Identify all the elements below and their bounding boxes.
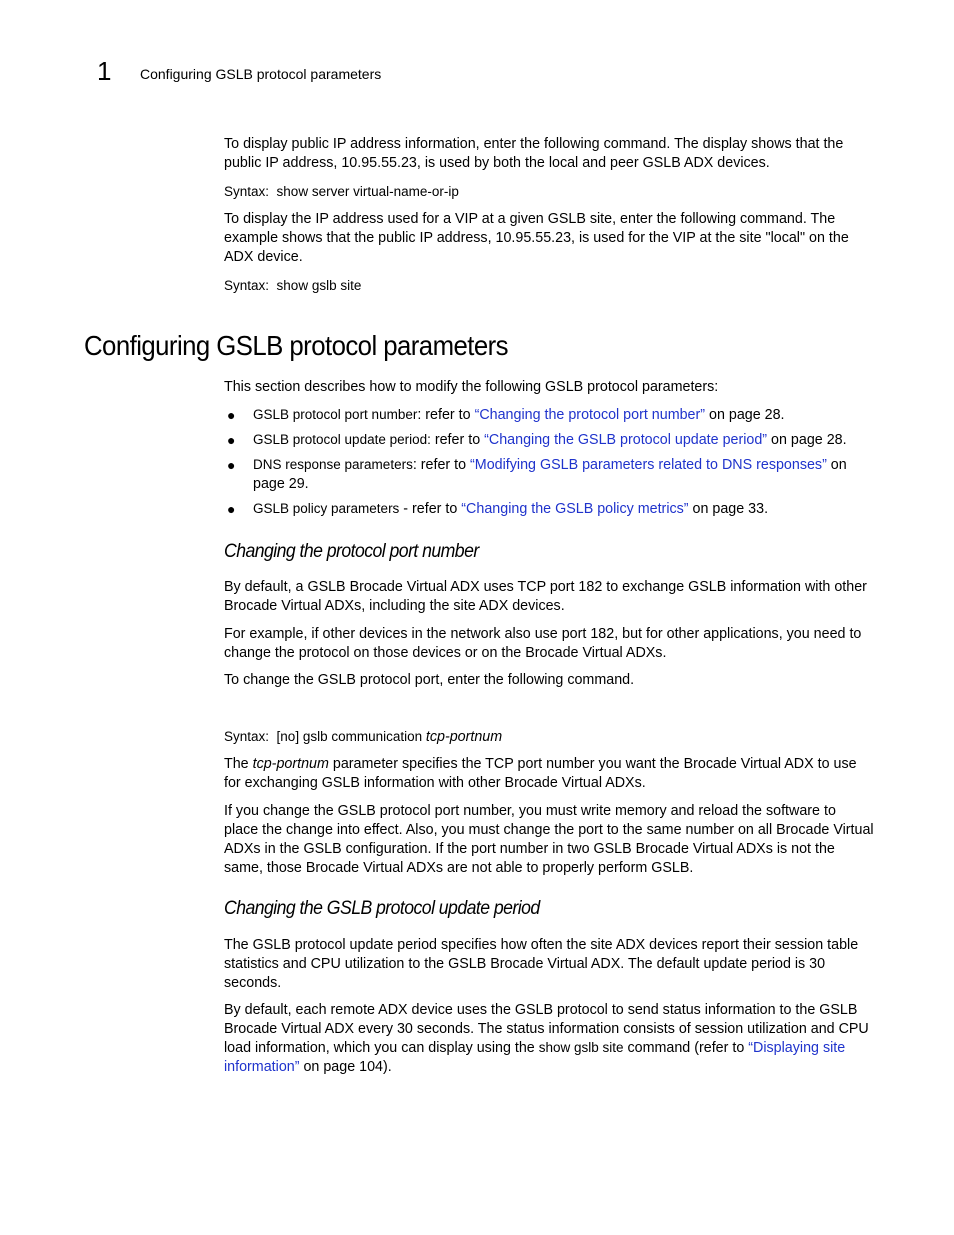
running-header-title: Configuring GSLB protocol parameters [140, 66, 382, 82]
intro-paragraph-1: To display public IP address information, enter the following command. The display shows that the public IP address, 10.95.55.23, is used by both the local and peer GSLB ADX devices. [224, 136, 844, 171]
subheading-update-period: Changing the GSLB protocol update period [224, 898, 540, 919]
bullet-dot-icon: ● [227, 407, 236, 423]
link-displaying-site-information[interactable]: “Displaying site information” [224, 1040, 846, 1075]
syntax-parameter: tcp-portnum [425, 729, 503, 745]
text-span: parameter specifies the TCP port number you want the Brocade Virtual ADX to use for exchanging GSLB information with other Brocade Virtual ADXs. [224, 756, 857, 791]
port-paragraph-3: To change the GSLB protocol port, enter the following command. [224, 672, 635, 688]
bullet-port-number [227, 406, 875, 425]
syntax-command: [no] gslb communication [276, 729, 423, 744]
bullet-tail: on page 33. [688, 501, 769, 517]
syntax-label: Syntax: [224, 184, 270, 199]
command-name: show gslb site [538, 1040, 624, 1055]
chapter-number: 1 [97, 56, 112, 86]
bullet-dot-icon: ● [227, 501, 236, 517]
syntax-command: show server virtual-name-or-ip [276, 184, 459, 199]
link-modifying-dns-parameters[interactable]: “Modifying GSLB parameters related to DNS responses” [470, 457, 827, 473]
port-paragraph-5: If you change the GSLB protocol port number, you must write memory and reload the software to place the change into effect. Also, you must change the port to the same number on all Brocade Virtual ADXs in the GSLB configuration. If the port number in two GSLB Brocade Virtual ADXs is not the same, those Brocade Virtual ADXs are not able to properly perform GSLB. [224, 803, 874, 876]
parameter-name: tcp-portnum [252, 756, 329, 772]
text-span: on page 104). [299, 1059, 392, 1075]
syntax-show-server [224, 183, 874, 201]
text-span: The [224, 756, 253, 772]
bullet-update-period [227, 431, 875, 450]
section-heading: Configuring GSLB protocol parameters [84, 330, 509, 361]
bullet-sep: : refer to [412, 457, 471, 473]
link-changing-port-number[interactable]: “Changing the protocol port number” [474, 407, 706, 423]
port-paragraph-4 [224, 755, 874, 793]
text-span: command (refer to [623, 1040, 749, 1056]
syntax-label: Syntax: [224, 729, 270, 744]
bullet-term: GSLB policy parameters [253, 501, 400, 516]
update-paragraph-2 [224, 1001, 874, 1077]
bullet-term: GSLB protocol update period: [253, 432, 431, 447]
bullet-term: DNS response parameters [253, 457, 413, 472]
bullet-tail: on page 29. [253, 457, 847, 492]
bullet-dot-icon: ● [227, 432, 236, 448]
syntax-command: show gslb site [276, 278, 362, 293]
port-paragraph-2: For example, if other devices in the network also use port 182, but for other applications, you need to change the protocol on those devices or on the Brocade Virtual ADXs. [224, 626, 862, 661]
port-paragraph-1: By default, a GSLB Brocade Virtual ADX uses TCP port 182 to exchange GSLB information with other Brocade Virtual ADXs, including the site ADX devices. [224, 579, 867, 614]
syntax-gslb-communication [224, 728, 874, 747]
bullet-term: GSLB protocol port number [253, 407, 418, 422]
section-lead: This section describes how to modify the following GSLB protocol parameters: [224, 379, 719, 395]
bullet-dns-response [227, 456, 875, 494]
bullet-sep: refer to [430, 432, 485, 448]
bullet-dot-icon: ● [227, 457, 236, 473]
text-span: By default, each remote ADX device uses the GSLB protocol to send status information to the GSLB Brocade Virtual ADX every 30 seconds. The status information consists of session utilization and CPU load information, which you can display using the [224, 1002, 869, 1056]
update-paragraph-1: The GSLB protocol update period specifies how often the site ADX devices report their session table statistics and CPU utilization to the GSLB Brocade Virtual ADX. The default update period is 30 seconds. [224, 937, 859, 991]
bullet-sep: : refer to [417, 407, 475, 423]
syntax-label: Syntax: [224, 278, 270, 293]
syntax-show-gslb-site [224, 277, 874, 295]
bullet-sep: - refer to [399, 501, 462, 517]
link-changing-update-period[interactable]: “Changing the GSLB protocol update period” [484, 432, 768, 448]
intro-paragraph-2: To display the IP address used for a VIP at a given GSLB site, enter the following command. The example shows that the public IP address, 10.95.55.23, is used for the VIP at the site "local" on the ADX device. [224, 211, 849, 265]
link-changing-policy-metrics[interactable]: “Changing the GSLB policy metrics” [461, 501, 689, 517]
bullet-tail: on page 28. [705, 407, 785, 423]
bullet-policy-parameters [227, 500, 875, 519]
subheading-port-number: Changing the protocol port number [224, 541, 479, 562]
bullet-tail: on page 28. [767, 432, 847, 448]
